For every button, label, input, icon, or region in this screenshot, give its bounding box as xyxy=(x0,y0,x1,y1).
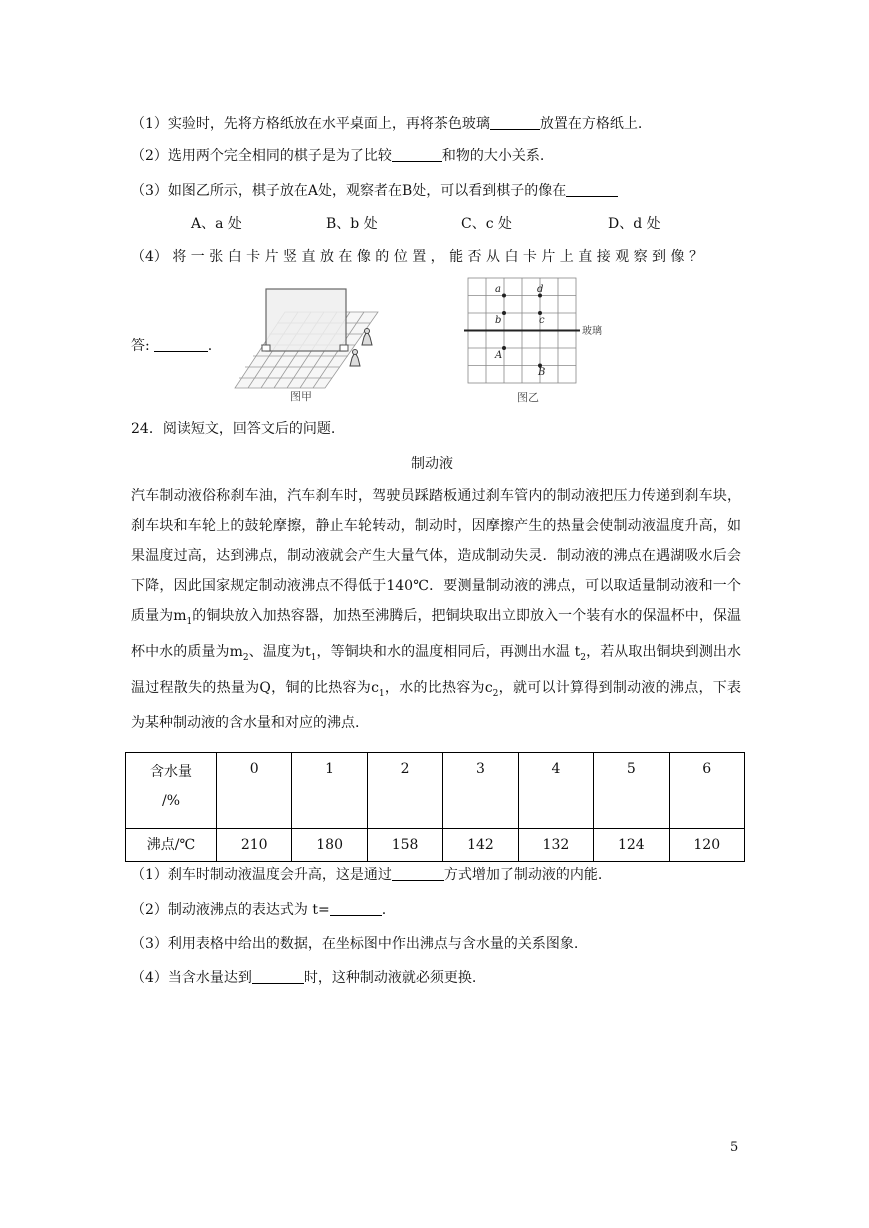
figure-b-caption: 图乙 xyxy=(517,391,539,404)
table-cell: 158 xyxy=(367,829,442,862)
answer-blank[interactable] xyxy=(252,969,304,984)
glass-stand-right xyxy=(340,345,348,351)
table-cell: 4 xyxy=(518,753,593,829)
glass-plate xyxy=(266,289,346,351)
q24-heading: 24．阅读短文，回答文后的问题. xyxy=(131,421,336,437)
table-cell: 2 xyxy=(367,753,442,829)
label-c: c xyxy=(539,315,545,326)
answer-blank[interactable] xyxy=(392,866,444,881)
boiling-point-table xyxy=(125,752,745,862)
table-cell: 6 xyxy=(669,753,744,829)
label-A: A xyxy=(495,350,503,361)
chess-piece-icon xyxy=(350,350,360,367)
q24-item-3: （3）利用表格中给出的数据，在坐标图中作出沸点与含水量的关系图象. xyxy=(131,936,579,952)
table-cell: 124 xyxy=(594,829,669,862)
answer-blank[interactable] xyxy=(392,147,442,162)
table-cell: 3 xyxy=(443,753,518,829)
article-body: 汽车制动液俗称刹车油，汽车刹车时，驾驶员踩踏板通过刹车管内的制动液把压力传递到刹车块，刹车块和车轮上的鼓轮摩擦，静止车轮转动，制动时，因摩擦产生的热量会使制动液温度升高，如果温度过高，达到沸点，制动液就会产生大量气体，造成制动失灵．制动液的沸点在遇湖吸水后会下降，因此国家规定制动液沸点不得低于140℃．要测量制动液的沸点，可以取适量制动液和一个质量为$m_1$的铜块放入加热容器，加热至沸腾后，把铜块取出立即放入一个装有水的保温杯中，保温杯中水的质量为$m_2$、温度为$t_1$，等铜块和水的温度相同后，再测出水温 $t_2$，若从取出铜块到测出水温过程散失的热量为Q，铜的比热容为$c_1$，水的比热容为$c_2$，就可以计算得到制动液的沸点，下表为某种制动液的含水量和对应的沸点. xyxy=(131,488,742,732)
q24-item-2: （2）制动液沸点的表达式为 t= . xyxy=(131,902,387,918)
q23-item-1: （1）实验时，先将方格纸放在水平桌面上，再将茶色玻璃 放置在方格纸上. xyxy=(131,116,643,132)
page-number: 5 xyxy=(730,1140,739,1155)
figure-b xyxy=(462,275,617,410)
table-cell: 120 xyxy=(669,829,744,862)
q23-item-3: （3）如图乙所示，棋子放在A处，观察者在B处，可以看到棋子的像在 xyxy=(131,181,618,201)
figure-a xyxy=(230,282,380,404)
article-title: 制动液 xyxy=(411,456,453,472)
point-b xyxy=(502,311,506,315)
table-row xyxy=(126,829,745,862)
table-cell: 142 xyxy=(443,829,518,862)
label-b: b xyxy=(495,315,502,326)
point-A xyxy=(502,346,506,350)
answer-blank[interactable] xyxy=(330,901,382,916)
table-row xyxy=(126,753,745,829)
figure-a-caption: 图甲 xyxy=(290,390,312,403)
q24-item-4: （4）当含水量达到 时，这种制动液就必须更换. xyxy=(131,970,477,986)
answer-blank[interactable] xyxy=(566,182,618,197)
table-cell: 180 xyxy=(292,829,367,862)
table-cell: 1 xyxy=(292,753,367,829)
label-B: B xyxy=(538,367,546,378)
label-a: a xyxy=(495,284,501,295)
q23-item-2: （2）选用两个完全相同的棋子是为了比较 和物的大小关系. xyxy=(131,148,545,164)
q23-item-4: （4） 将 一 张 白 卡 片 竖 直 放 在 像 的 位 置 ， 能 否 从 白 卡 片 上 直 接 观 察 到 像 ？ xyxy=(131,249,703,265)
label-d: d xyxy=(537,284,544,295)
table-cell: 210 xyxy=(217,829,292,862)
table-cell: 0 xyxy=(217,753,292,829)
row-header: 沸点/℃ xyxy=(126,829,217,862)
q23-option-a: A、a 处 xyxy=(191,216,242,232)
q24-item-1: （1）刹车时制动液温度会升高，这是通过 方式增加了制动液的内能. xyxy=(131,867,603,883)
glass-stand-left xyxy=(262,345,270,351)
glass-label: 玻璃 xyxy=(582,326,602,337)
row-header: 含水量 /% xyxy=(126,753,217,829)
q23-option-d: D、d 处 xyxy=(608,216,661,232)
answer-blank[interactable] xyxy=(154,337,208,352)
point-a xyxy=(502,294,506,298)
q23-option-c: C、c 处 xyxy=(461,216,513,232)
table-cell: 5 xyxy=(594,753,669,829)
q23-option-b: B、b 处 xyxy=(326,216,378,232)
q23-answer-line: 答: . xyxy=(131,338,213,354)
table-cell: 132 xyxy=(518,829,593,862)
answer-blank[interactable] xyxy=(490,115,540,130)
